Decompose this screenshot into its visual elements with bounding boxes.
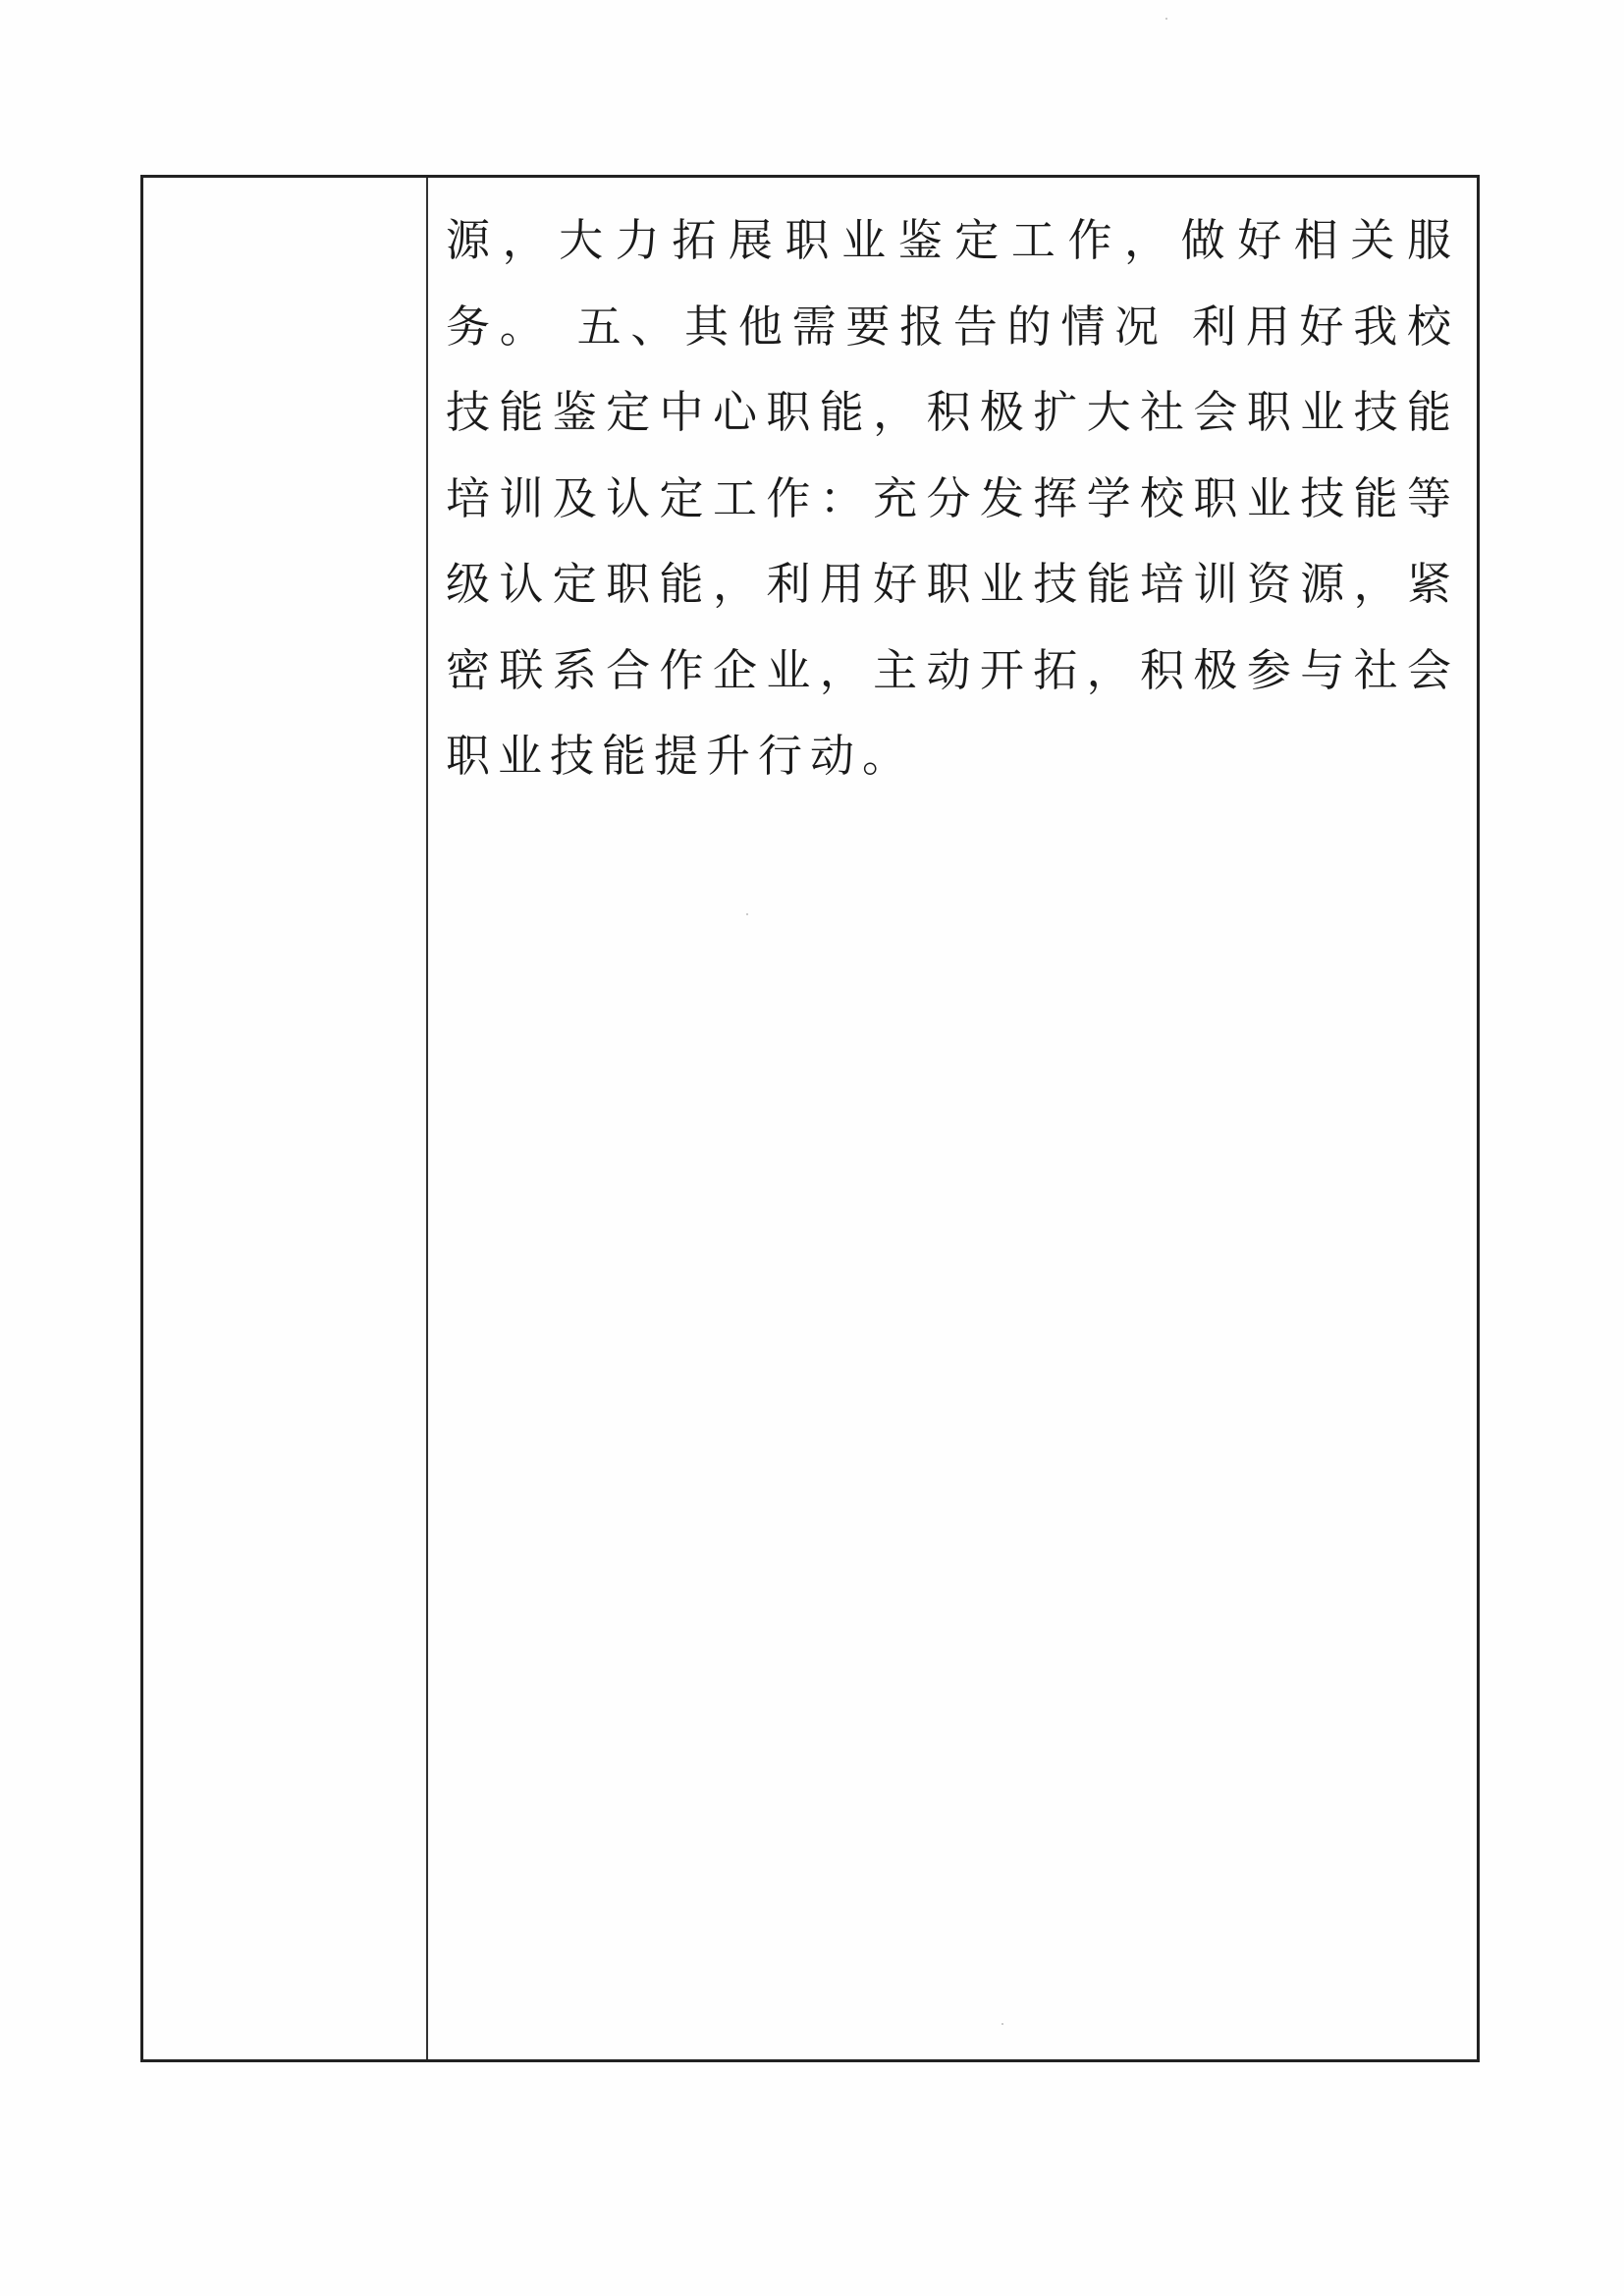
label-column-cell: [143, 178, 428, 2059]
scan-speck: [1001, 2023, 1003, 2025]
content-column-cell: [428, 178, 1477, 2059]
scan-speck: [746, 913, 748, 915]
report-table: [140, 175, 1480, 2062]
report-content-text: 源，大力拓展职业鉴定工作，做好相关服务。 五、其他需要报告的情况 利用好我校技能鉴定中心职能，积极扩大社会职业技能培训及认定工作：充分发挥学校职业技能等级认定职能，利用好职业技能培训资源，紧密联系合作企业，主动开拓，积极参与社会职业技能提升行动。: [446, 214, 1459, 782]
scan-speck: [1165, 18, 1167, 20]
